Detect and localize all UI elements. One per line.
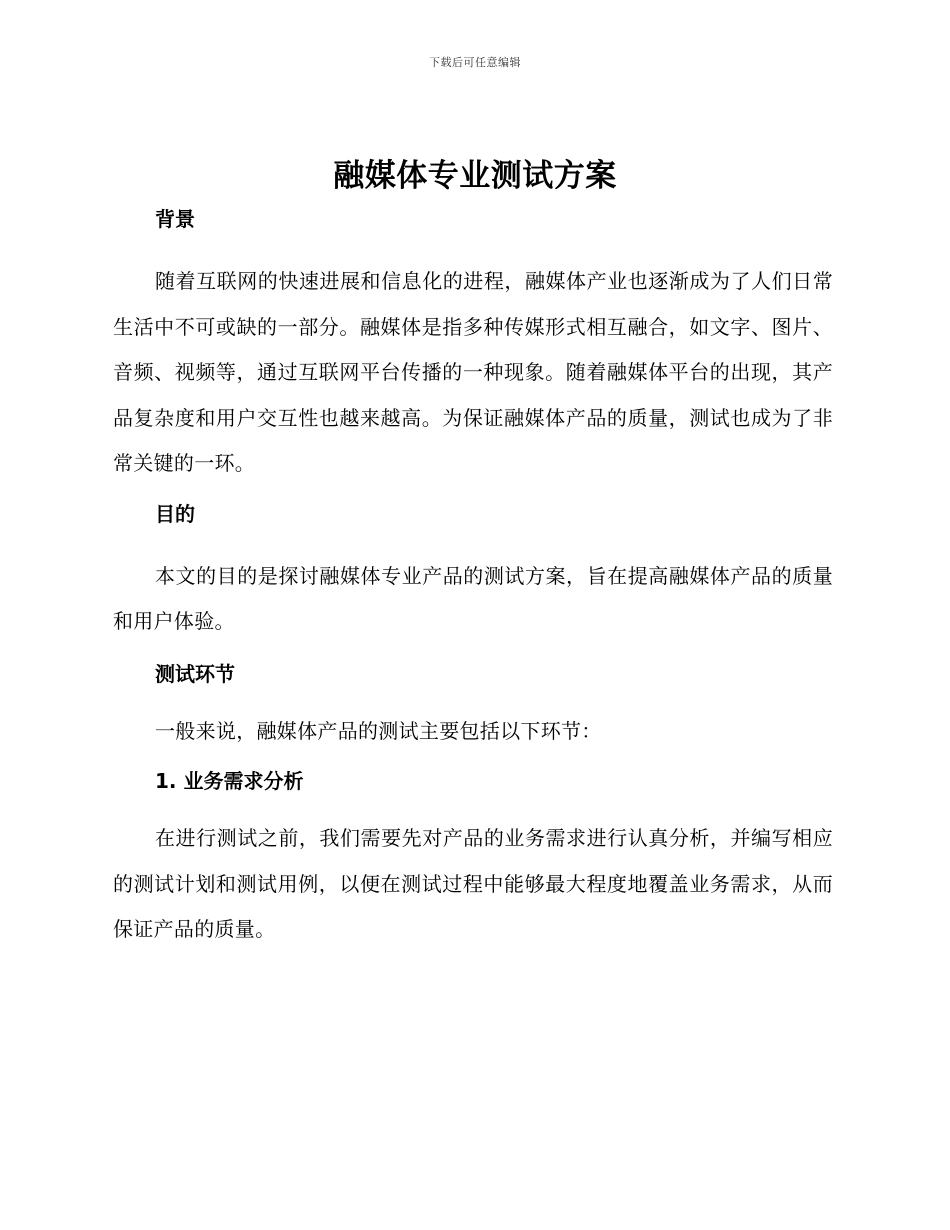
document-body — [113, 204, 833, 953]
section-paragraph-requirement-analysis: 在进行测试之前，我们需要先对产品的业务需求进行认真分析，并编写相应的测试计划和测试用例，以便在测试过程中能够最大程度地覆盖业务需求，从而保证产品的质量。 — [113, 826, 833, 941]
section-heading-test-stages: 测试环节 — [155, 661, 235, 686]
section-paragraph-background: 随着互联网的快速进展和信息化的进程，融媒体产业也逐渐成为了人们日常生活中不可或缺的一部分。融媒体是指多种传媒形式相互融合，如文字、图片、音频、视频等，通过互联网平台传播的一种现象。随着融媒体平台的出现，其产品复杂度和用户交互性也越来越高。为保证融媒体产品的质量，测试也成为了非常关键的一环。 — [113, 269, 833, 475]
section-heading-background: 背景 — [155, 207, 195, 231]
document-title: 融媒体专业测试方案 — [333, 158, 617, 194]
section-heading-requirement-analysis: 1. 业务需求分析 — [155, 769, 304, 793]
section-paragraph-purpose: 本文的目的是探讨融媒体专业产品的测试方案，旨在提高融媒体产品的质量和用户体验。 — [113, 563, 833, 633]
section-paragraph-test-stages: 一般来说，融媒体产品的测试主要包括以下环节： — [155, 718, 602, 743]
header-note: 下载后可任意编辑 — [429, 56, 521, 69]
section-heading-purpose: 目的 — [155, 501, 195, 526]
